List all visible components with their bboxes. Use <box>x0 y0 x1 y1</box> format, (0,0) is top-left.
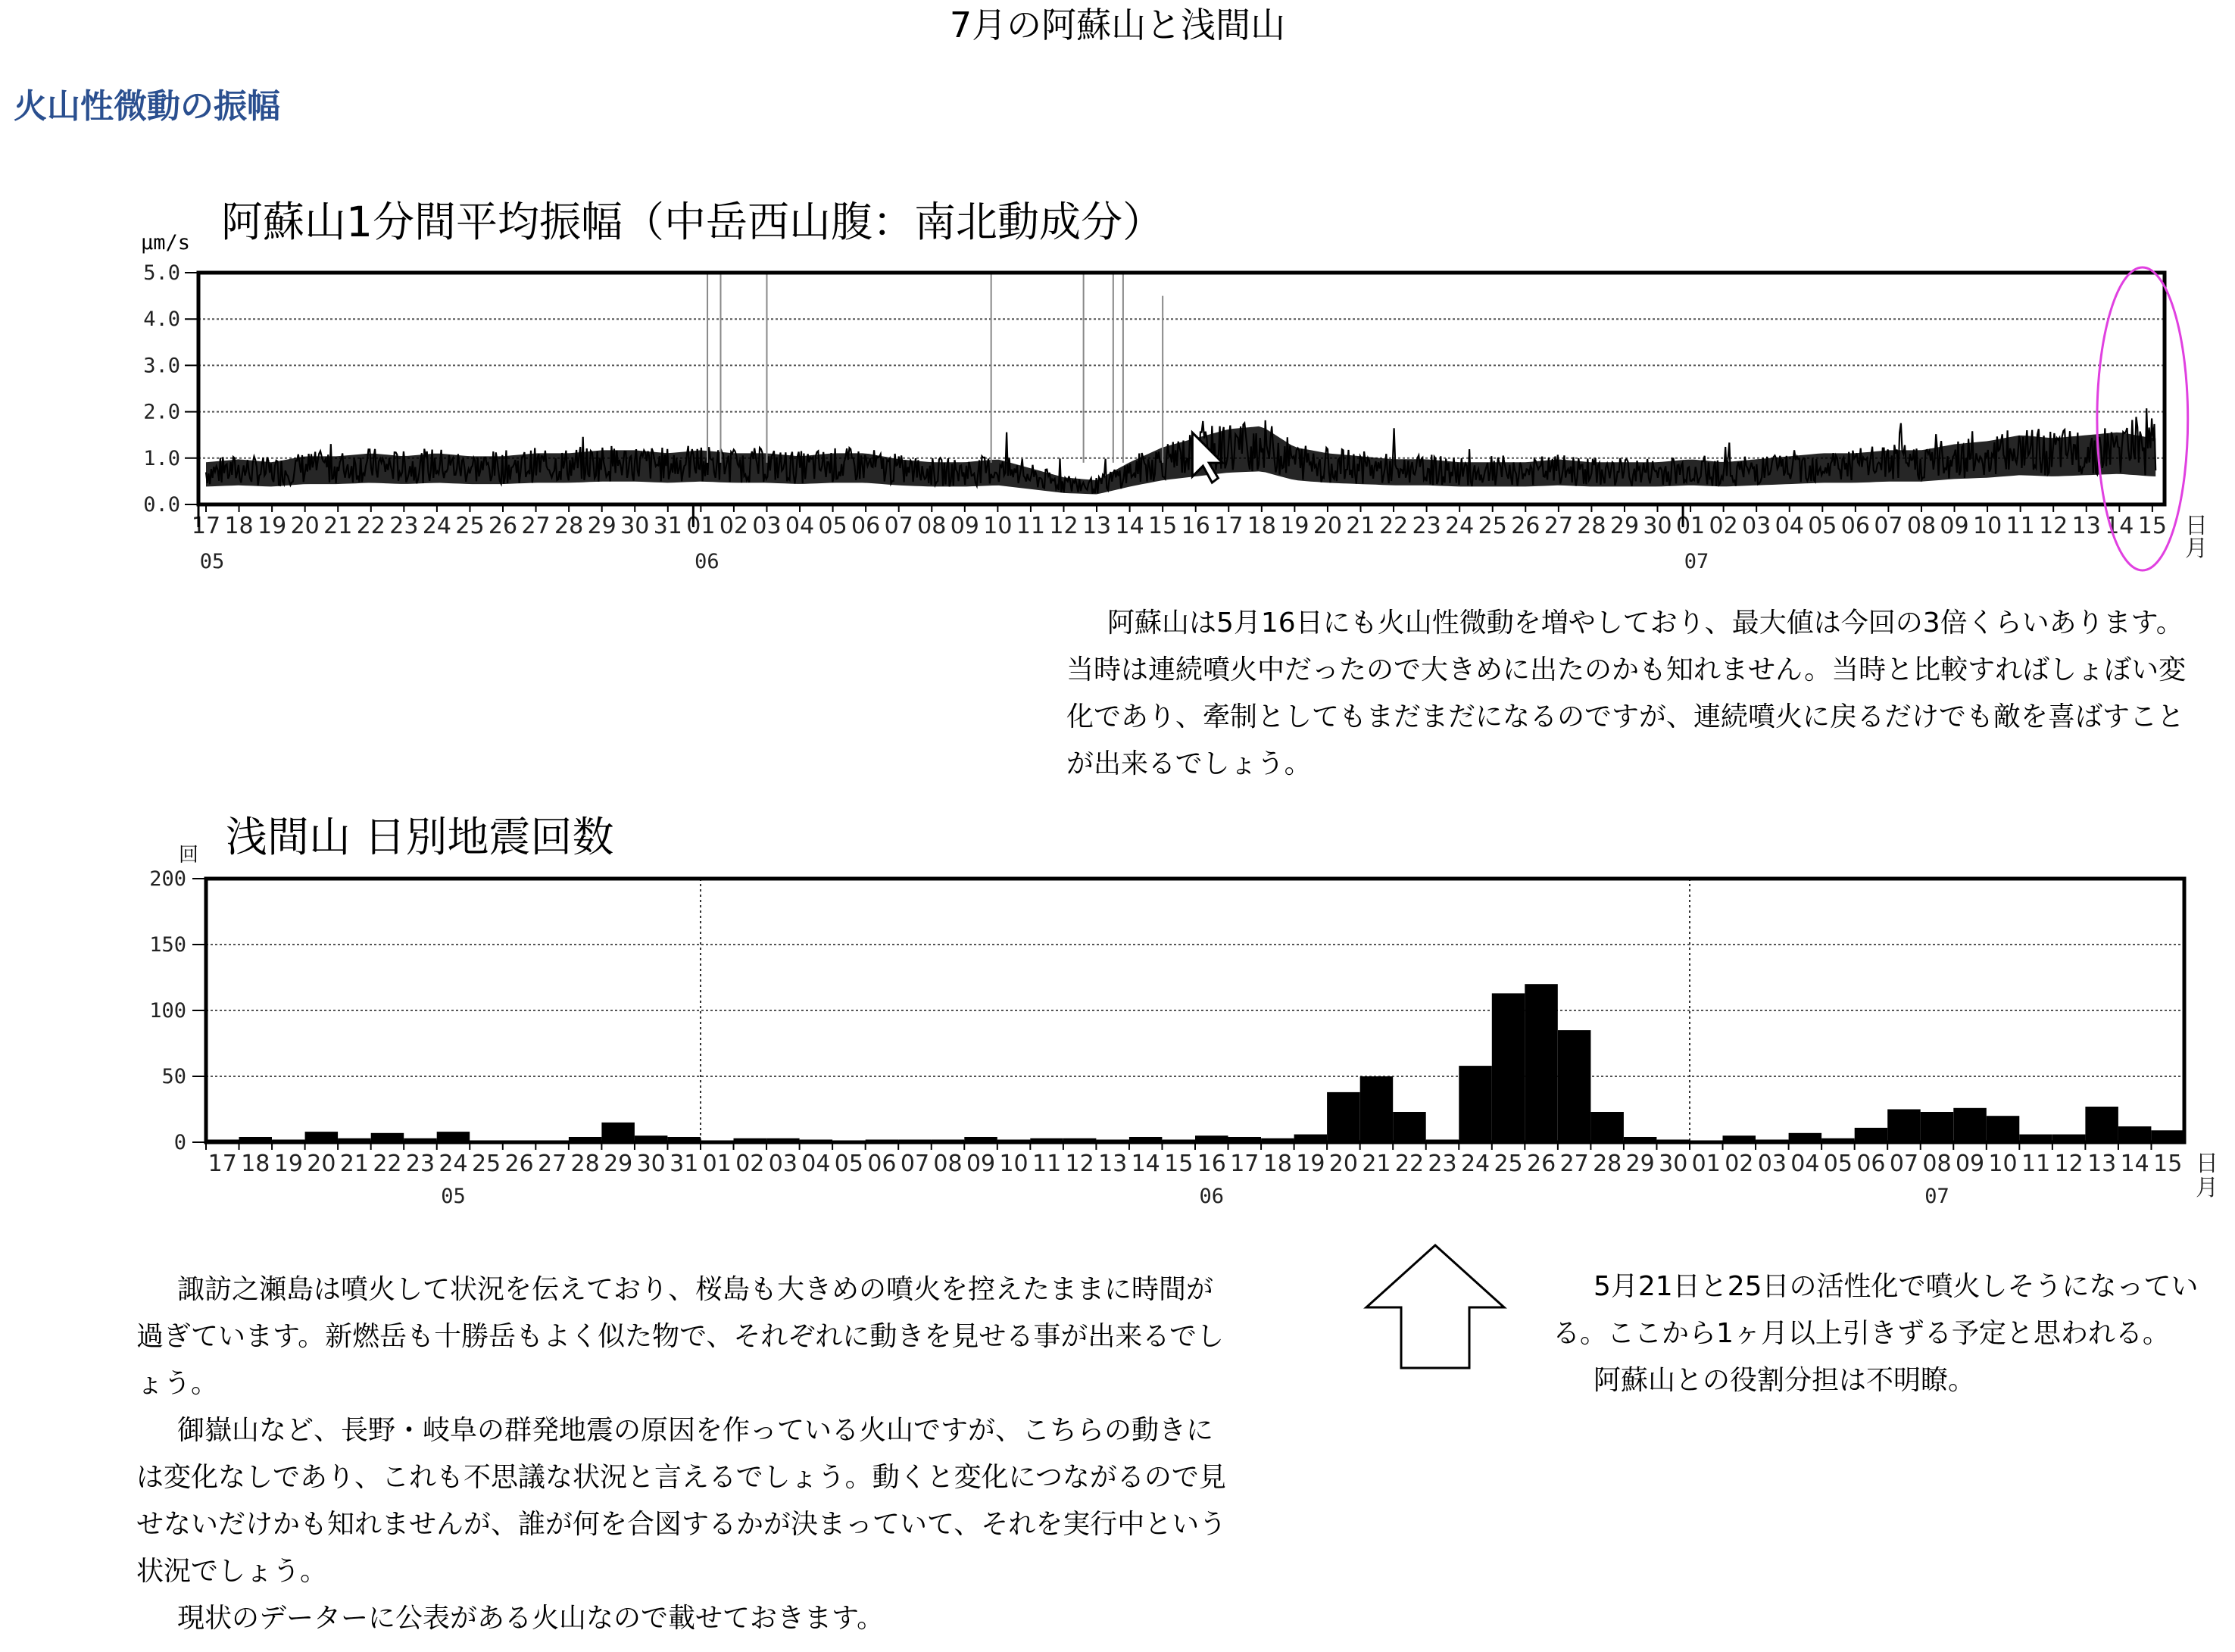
asama-xtick-label: 21 <box>1362 1151 1391 1177</box>
asama-bar <box>1855 1128 1888 1142</box>
asama-xtick-label: 25 <box>471 1151 501 1177</box>
aso-xtick-label: 15 <box>2137 513 2167 539</box>
asama-xtick-label: 13 <box>2087 1151 2117 1177</box>
aso-xtick-label: 28 <box>554 513 584 539</box>
asama-xtick-label: 24 <box>1460 1151 1491 1177</box>
aso-xtick-label: 19 <box>1280 513 1309 539</box>
aso-month-label: 06 <box>695 550 720 573</box>
aso-xtick-label: 22 <box>1378 513 1409 539</box>
asama-xtick-label: 20 <box>1328 1151 1358 1177</box>
asama-bar <box>1492 993 1525 1142</box>
aso-amplitude-chart <box>0 250 2235 583</box>
asama-bar <box>1459 1066 1492 1142</box>
aso-xtick-label: 04 <box>785 513 815 539</box>
asama-xtick-label: 01 <box>702 1151 732 1177</box>
asama-xtick-label: 06 <box>1856 1151 1886 1177</box>
aso-xtick-label: 21 <box>323 513 353 539</box>
aso-xtick-label: 18 <box>224 513 254 539</box>
asama-xtick-label: 08 <box>933 1151 963 1177</box>
aso-xtick-label: 03 <box>752 513 782 539</box>
aso-xtick-label: 13 <box>1082 513 1112 539</box>
aso-xtick-label: 01 <box>1675 513 1706 539</box>
asama-xtick-label: 19 <box>1296 1151 1325 1177</box>
left-note <box>136 1266 1235 1642</box>
asama-xtick-label: 25 <box>1494 1151 1523 1177</box>
section-heading: 火山性微動の振幅 <box>14 87 280 126</box>
asama-xtick-label: 14 <box>1131 1151 1160 1177</box>
aso-xtick-label: 19 <box>258 513 287 539</box>
asama-xtick-label: 11 <box>2021 1151 2051 1177</box>
aso-xtick-label: 18 <box>1247 513 1276 539</box>
aso-ytick-label: 2.0 <box>143 400 180 424</box>
aso-xtick-label: 10 <box>983 513 1013 539</box>
aso-xtick-label: 22 <box>356 513 386 539</box>
asama-xtick-label: 26 <box>1527 1151 1556 1177</box>
aso-xtick-label: 17 <box>191 513 221 539</box>
asama-xtick-label: 17 <box>208 1151 237 1177</box>
aso-ytick-label: 5.0 <box>143 261 180 285</box>
aso-month-label: 05 <box>199 550 225 573</box>
aso-xtick-label: 20 <box>1313 513 1343 539</box>
asama-xtick-label: 09 <box>1955 1151 1985 1177</box>
aso-xtick-label: 06 <box>851 513 881 539</box>
aso-ytick-label: 3.0 <box>143 354 180 378</box>
asama-xtick-label: 05 <box>1823 1151 1853 1177</box>
aso-xtick-label: 26 <box>1511 513 1540 539</box>
aso-note-text: 阿蘇山は5月16日にも火山性微動を増やしており、最大値は今回の3倍くらいあります。当時は連続噴火中だったので大きめに出たのかも知れません。当時と比較すればしょぼい変化であり、牽制としてもまだまだになるのですが、連続噴火に戻るだけでも敵を喜ばすことが出来るでしょう。 <box>1066 607 2187 779</box>
aso-note <box>1066 600 2210 788</box>
asama-xtick-label: 20 <box>307 1151 336 1177</box>
asama-bar <box>2085 1107 2118 1142</box>
asama-ytick-label: 100 <box>149 999 186 1023</box>
aso-amplitude-band <box>206 426 2155 495</box>
asama-axis-month-suffix: 月 <box>2196 1175 2218 1201</box>
aso-xtick-label: 14 <box>2105 513 2134 539</box>
asama-xtick-label: 23 <box>405 1151 435 1177</box>
asama-bar <box>1360 1076 1394 1142</box>
left-note-para-3: 現状のデーターに公表がある火山なので載せておきます。 <box>177 1603 885 1634</box>
aso-ytick-label: 1.0 <box>143 446 180 470</box>
aso-xtick-label: 05 <box>1808 513 1837 539</box>
asama-xtick-label: 10 <box>1988 1151 2018 1177</box>
aso-xtick-label: 30 <box>620 513 650 539</box>
aso-xtick-label: 13 <box>2071 513 2101 539</box>
asama-xtick-label: 23 <box>1428 1151 1457 1177</box>
aso-xtick-label: 01 <box>686 513 716 539</box>
aso-xtick-label: 04 <box>1775 513 1804 539</box>
aso-xtick-label: 24 <box>422 513 451 539</box>
aso-xtick-label: 21 <box>1346 513 1375 539</box>
asama-ytick-label: 150 <box>149 933 186 957</box>
aso-xtick-label: 26 <box>488 513 518 539</box>
asama-month-label: 06 <box>1199 1185 1225 1208</box>
asama-xtick-label: 09 <box>966 1151 996 1177</box>
aso-axis-month-suffix: 月 <box>2185 536 2208 562</box>
aso-xtick-label: 02 <box>719 513 749 539</box>
aso-xtick-label: 29 <box>1609 513 1640 539</box>
asama-xtick-label: 26 <box>504 1151 534 1177</box>
asama-xtick-label: 06 <box>867 1151 897 1177</box>
asama-chart-title: 浅間山 日別地震回数 <box>226 813 614 861</box>
asama-xtick-label: 12 <box>2054 1151 2084 1177</box>
aso-chart-title: 阿蘇山1分間平均振幅（中岳西山腹：南北動成分） <box>221 198 1164 246</box>
asama-month-label: 05 <box>441 1185 466 1208</box>
asama-xtick-label: 31 <box>670 1151 699 1177</box>
aso-xtick-label: 28 <box>1577 513 1606 539</box>
asama-xtick-label: 24 <box>439 1151 468 1177</box>
aso-xtick-label: 29 <box>587 513 616 539</box>
asama-xtick-label: 02 <box>1725 1151 1754 1177</box>
aso-xtick-label: 16 <box>1181 513 1210 539</box>
aso-ytick-label: 0.0 <box>143 493 180 517</box>
asama-bar <box>1590 1112 1624 1142</box>
aso-xtick-label: 08 <box>1906 513 1937 539</box>
aso-xtick-label: 07 <box>1874 513 1903 539</box>
asama-ytick-label: 200 <box>149 867 186 891</box>
aso-xtick-label: 15 <box>1148 513 1178 539</box>
asama-xtick-label: 05 <box>834 1151 863 1177</box>
aso-xtick-label: 23 <box>1412 513 1441 539</box>
asama-xtick-label: 14 <box>2120 1151 2149 1177</box>
asama-xtick-label: 29 <box>604 1151 633 1177</box>
asama-xtick-label: 30 <box>636 1151 666 1177</box>
asama-xtick-label: 28 <box>1593 1151 1622 1177</box>
aso-xtick-label: 31 <box>653 513 682 539</box>
asama-xtick-label: 19 <box>273 1151 303 1177</box>
aso-xtick-label: 02 <box>1709 513 1738 539</box>
asama-xtick-label: 16 <box>1197 1151 1226 1177</box>
aso-ytick-label: 4.0 <box>143 308 180 332</box>
aso-xtick-label: 03 <box>1742 513 1771 539</box>
aso-xtick-label: 17 <box>1214 513 1244 539</box>
asama-xtick-label: 10 <box>999 1151 1029 1177</box>
asama-xtick-label: 29 <box>1625 1151 1655 1177</box>
asama-xtick-label: 12 <box>1065 1151 1094 1177</box>
asama-xtick-label: 22 <box>1394 1151 1425 1177</box>
asama-xtick-label: 02 <box>735 1151 765 1177</box>
asama-xtick-label: 17 <box>1230 1151 1260 1177</box>
asama-earthquake-chart <box>0 856 2235 1212</box>
asama-xtick-label: 15 <box>1164 1151 1194 1177</box>
asama-xtick-label: 30 <box>1659 1151 1688 1177</box>
asama-xtick-label: 07 <box>1889 1151 1919 1177</box>
asama-xtick-label: 15 <box>2153 1151 2183 1177</box>
aso-xtick-label: 09 <box>950 513 979 539</box>
asama-xtick-label: 04 <box>1790 1151 1820 1177</box>
aso-xtick-label: 27 <box>1544 513 1573 539</box>
aso-xtick-label: 23 <box>389 513 419 539</box>
asama-xtick-label: 08 <box>1922 1151 1952 1177</box>
page-title: 7月の阿蘇山と浅間山 <box>949 5 1286 45</box>
asama-xtick-label: 18 <box>241 1151 270 1177</box>
aso-xtick-label: 06 <box>1840 513 1870 539</box>
asama-xtick-label: 22 <box>373 1151 402 1177</box>
aso-xtick-label: 10 <box>1972 513 2002 539</box>
asama-bar <box>1525 984 1558 1142</box>
left-note-para-1: 諏訪之瀬島は噴火して状況を伝えており、桜島も大きめの噴火を控えたままに時間が過ぎています。新燃岳も十勝岳もよく似た物で、それぞれに動きを見せる事が出来るでしょう。 <box>136 1274 1225 1399</box>
asama-bar <box>1987 1116 2020 1142</box>
aso-xtick-label: 30 <box>1643 513 1672 539</box>
asama-xtick-label: 27 <box>1559 1151 1589 1177</box>
aso-month-label: 07 <box>1684 550 1709 573</box>
aso-xtick-label: 25 <box>1478 513 1507 539</box>
aso-xtick-label: 20 <box>290 513 320 539</box>
left-note-para-2: 御嶽山など、長野・岐阜の群発地震の原因を作っている火山ですが、こちらの動きには変化なしであり、これも不思議な状況と言えるでしょう。動くと変化につながるので見せないだけかも知れませんが、誰が何を合図するかが決まっていて、それを実行中という状況でしょう。 <box>136 1415 1227 1587</box>
asama-bar <box>1921 1112 1954 1142</box>
aso-xtick-label: 12 <box>1049 513 1078 539</box>
asama-xtick-label: 28 <box>570 1151 600 1177</box>
asama-month-label: 07 <box>1924 1185 1949 1208</box>
asama-ytick-label: 50 <box>161 1065 186 1088</box>
right-note <box>1553 1263 2219 1404</box>
aso-xtick-label: 07 <box>884 513 913 539</box>
aso-unit-label: μm/s <box>141 231 191 255</box>
asama-bar <box>1327 1092 1360 1142</box>
aso-xtick-label: 14 <box>1115 513 1144 539</box>
aso-xtick-label: 12 <box>2039 513 2068 539</box>
asama-bar <box>1558 1030 1591 1142</box>
asama-xtick-label: 07 <box>900 1151 930 1177</box>
asama-xtick-label: 03 <box>1757 1151 1787 1177</box>
aso-xtick-label: 11 <box>2006 513 2035 539</box>
right-note-para-1: 5月21日と25日の活性化で噴火しそうになっている。ここから1ヶ月以上引きずる予定と思われる。 <box>1553 1271 2199 1349</box>
aso-xtick-label: 08 <box>917 513 947 539</box>
asama-ytick-label: 0 <box>173 1131 186 1154</box>
asama-xtick-label: 04 <box>801 1151 831 1177</box>
asama-xtick-label: 01 <box>1691 1151 1721 1177</box>
right-note-para-2: 阿蘇山との役割分担は不明瞭。 <box>1594 1365 1976 1396</box>
aso-xtick-label: 25 <box>455 513 485 539</box>
aso-axis-day-suffix: 日 <box>2185 513 2208 539</box>
aso-xtick-label: 27 <box>521 513 551 539</box>
aso-xtick-label: 24 <box>1445 513 1475 539</box>
asama-bar <box>1393 1112 1426 1142</box>
asama-bar <box>1953 1108 1987 1142</box>
aso-xtick-label: 09 <box>1940 513 1969 539</box>
asama-xtick-label: 27 <box>538 1151 567 1177</box>
aso-xtick-label: 05 <box>818 513 847 539</box>
asama-bar <box>1887 1110 1921 1143</box>
asama-axis-day-suffix: 日 <box>2196 1151 2218 1177</box>
asama-unit-label: 回 <box>179 844 199 867</box>
asama-xtick-label: 21 <box>339 1151 369 1177</box>
asama-xtick-label: 13 <box>1098 1151 1128 1177</box>
asama-xtick-label: 03 <box>768 1151 798 1177</box>
aso-xtick-label: 11 <box>1016 513 1046 539</box>
asama-xtick-label: 18 <box>1263 1151 1292 1177</box>
asama-bar <box>2118 1126 2152 1142</box>
up-arrow-icon <box>1363 1242 1507 1371</box>
asama-xtick-label: 11 <box>1032 1151 1062 1177</box>
asama-bar <box>601 1123 635 1142</box>
